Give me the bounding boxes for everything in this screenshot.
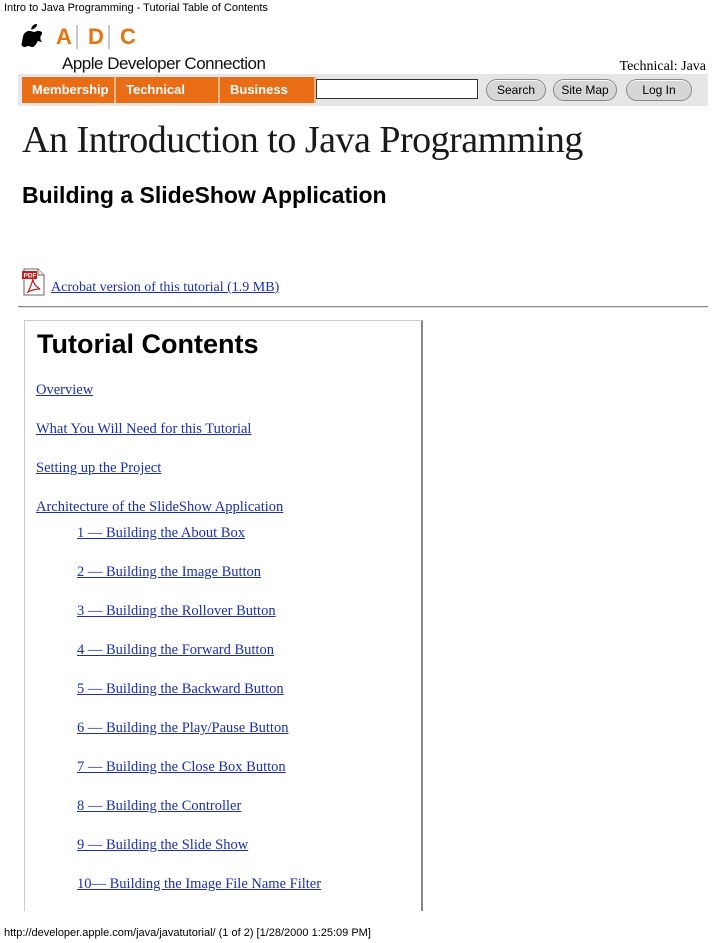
adc-letter-c: C <box>120 24 136 49</box>
pdf-download-row <box>22 268 279 296</box>
adc-letter-a: A <box>52 25 78 49</box>
page-footer: http://developer.apple.com/java/javatutorial/ (1 of 2) [1/28/2000 1:25:09 PM] <box>4 927 371 939</box>
toc-link-setup[interactable]: Setting up the Project <box>36 460 162 476</box>
navbar <box>18 74 708 106</box>
toc-link-step-9[interactable]: 9 — Building the Slide Show <box>77 837 249 853</box>
page-header: Intro to Java Programming - Tutorial Table of Contents <box>4 2 268 14</box>
page-title: Building a SlideShow Application <box>22 182 387 208</box>
toc-link-step-6[interactable]: 6 — Building the Play/Pause Button <box>77 720 289 736</box>
page-banner: An Introduction to Java Programming <box>22 119 583 161</box>
adc-letter-d: D <box>84 25 110 49</box>
apple-logo-icon <box>20 24 42 50</box>
tab-business[interactable]: Business <box>220 77 316 103</box>
toc-link-step-7[interactable]: 7 — Building the Close Box Button <box>77 759 286 775</box>
search-button[interactable]: Search <box>486 79 546 101</box>
log-in-button[interactable]: Log In <box>626 79 692 101</box>
search-input[interactable] <box>316 79 478 99</box>
toc-link-overview[interactable]: Overview <box>36 382 94 398</box>
tab-membership[interactable]: Membership <box>22 77 116 103</box>
section-label: Technical: Java <box>619 59 706 74</box>
site-map-button[interactable]: Site Map <box>553 79 617 101</box>
tutorial-contents-panel <box>24 320 423 911</box>
toc-link-step-4[interactable]: 4 — Building the Forward Button <box>77 642 274 658</box>
nav-tabs <box>22 77 316 103</box>
toc-link-step-5[interactable]: 5 — Building the Backward Button <box>77 681 284 697</box>
adc-logo[interactable] <box>20 22 146 52</box>
divider <box>18 306 708 308</box>
toc-link-architecture[interactable]: Architecture of the SlideShow Application <box>36 499 284 515</box>
adc-title: Apple Developer Connection <box>62 54 266 73</box>
contents-title: Tutorial Contents <box>37 329 259 359</box>
toc-link-requirements[interactable]: What You Will Need for this Tutorial <box>36 421 252 437</box>
toc-link-step-8[interactable]: 8 — Building the Controller <box>77 798 242 814</box>
toc-link-step-1[interactable]: 1 — Building the About Box <box>77 525 245 541</box>
toc-link-step-3[interactable]: 3 — Building the Rollover Button <box>77 603 276 619</box>
pdf-icon-label: PDF <box>23 272 37 280</box>
toc-link-step-10[interactable]: 10— Building the Image File Name Filter <box>77 876 322 892</box>
tab-technical[interactable]: Technical <box>116 77 220 103</box>
toc-link-step-2[interactable]: 2 — Building the Image Button <box>77 564 262 580</box>
acrobat-version-link[interactable]: Acrobat version of this tutorial (1.9 MB) <box>51 280 280 295</box>
pdf-icon[interactable] <box>22 268 46 296</box>
